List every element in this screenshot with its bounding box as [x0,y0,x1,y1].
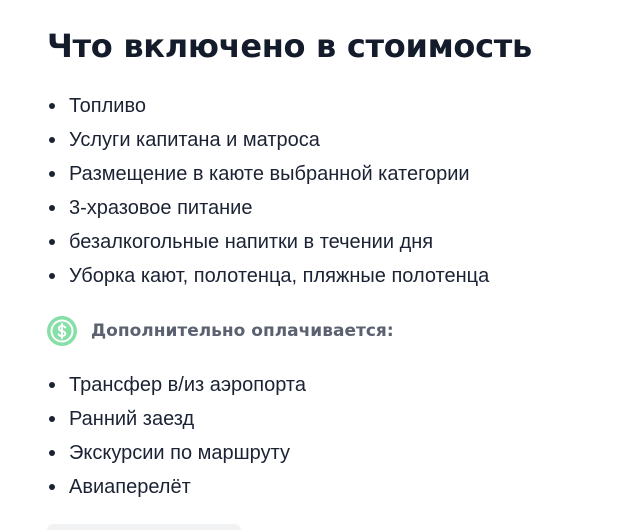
included-item [47,123,489,157]
included-list [47,89,489,293]
paid-item-text: Экскурсии по маршруту [69,442,290,464]
paid-item-text: Авиаперелёт [69,476,191,498]
included-item [47,89,489,123]
included-item-text: безалкогольные напитки в течении дня [69,231,434,253]
bullet-dot [49,137,55,143]
paid-item-text: Трансфер в/из аэропорта [69,374,306,396]
included-item-text: Размещение в каюте выбранной категории [69,163,470,185]
paid-item [47,436,306,470]
included-item [47,225,489,259]
bullet-dot [49,171,55,177]
paid-item-text: Ранний заезд [69,408,195,430]
included-item-text: Услуги капитана и матроса [69,129,320,151]
included-item-text: Уборка кают, полотенца, пляжные полотенца [69,265,490,287]
bullet-dot [49,239,55,245]
included-item-text: Топливо [69,95,146,117]
paid-item [47,470,306,504]
bullet-dot [49,416,55,422]
extra-paid-label: Дополнительно оплачивается: [91,321,394,341]
page-title: Что включено в стоимость [47,27,532,65]
paid-list [47,368,306,504]
bullet-dot [49,103,55,109]
bullet-dot [49,273,55,279]
next-block-edge [47,524,241,530]
bullet-dot [49,205,55,211]
bullet-dot [49,382,55,388]
included-item-text: 3-хразовое питание [69,197,253,219]
paid-item [47,402,306,436]
bullet-dot [49,484,55,490]
extra-paid-heading [47,314,394,348]
bullet-dot [49,450,55,456]
included-item [47,191,489,225]
included-item [47,157,489,191]
included-item [47,259,489,293]
dollar-coin-icon [47,316,77,346]
paid-item [47,368,306,402]
